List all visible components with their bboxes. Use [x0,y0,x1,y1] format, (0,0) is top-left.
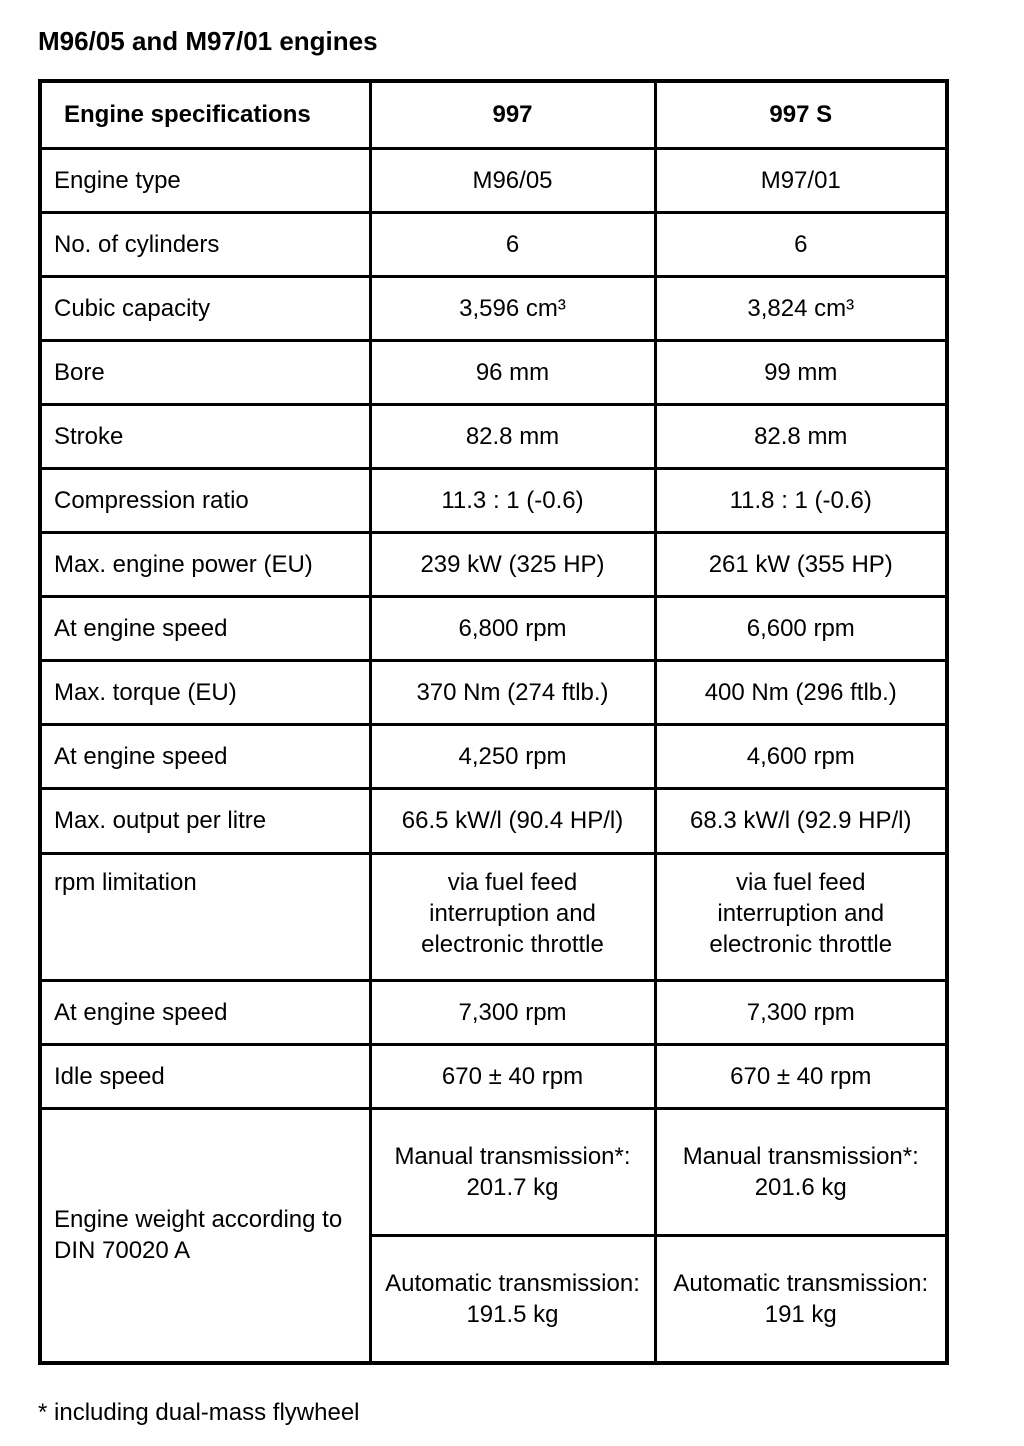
value-997: 96 mm [370,340,655,404]
value-text: Manual transmission*: 201.7 kg [394,1143,631,1202]
value-997-s: 670 ± 40 rpm [655,1044,947,1108]
table-row [40,340,947,404]
row-label: Idle speed [40,1044,370,1108]
table-row [40,212,947,276]
row-label: Max. torque (EU) [40,661,370,725]
value-997-s: 400 Nm (296 ftlb.) [655,661,947,725]
row-label: Engine type [40,148,370,212]
row-label: Max. output per litre [40,789,370,853]
value-997: 239 kW (325 HP) [370,533,655,597]
table-row [40,789,947,853]
value-997-s-automatic [655,1236,947,1363]
row-label: Cubic capacity [40,276,370,340]
value-997-s: 4,600 rpm [655,725,947,789]
value-997-s: 6,600 rpm [655,597,947,661]
value-997-automatic [370,1236,655,1363]
header-engine-specifications: Engine specifications [40,81,370,148]
value-997: 7,300 rpm [370,980,655,1044]
value-997: 6,800 rpm [370,597,655,661]
value-997-s: 7,300 rpm [655,980,947,1044]
value-text: Automatic transmission: 191 kg [673,1270,929,1329]
value-997-s: 82.8 mm [655,404,947,468]
table-row [40,404,947,468]
table-row [40,533,947,597]
value-997: 11.3 : 1 (-0.6) [370,468,655,532]
table-row [40,276,947,340]
table-row [40,1108,947,1235]
value-text: via fuel feed interruption and electronic throttle [421,868,604,958]
table-row [40,853,947,980]
value-997-s: M97/01 [655,148,947,212]
value-text: via fuel feed interruption and electronic throttle [709,868,893,958]
row-label: Max. engine power (EU) [40,533,370,597]
row-label: Compression ratio [40,468,370,532]
table-row [40,468,947,532]
value-997: 4,250 rpm [370,725,655,789]
table-row [40,725,947,789]
table-row [40,1044,947,1108]
value-text: Manual transmission*: 201.6 kg [682,1143,919,1202]
engine-spec-table [38,79,949,1365]
value-997-s: 3,824 cm³ [655,276,947,340]
footnote: * including dual-mass flywheel [38,1399,360,1426]
value-997-s: 6 [655,212,947,276]
row-label: No. of cylinders [40,212,370,276]
value-997-s [655,853,947,980]
value-997-manual [370,1108,655,1235]
value-997-s: 11.8 : 1 (-0.6) [655,468,947,532]
value-997-s: 261 kW (355 HP) [655,533,947,597]
value-text: Automatic transmission: 191.5 kg [385,1270,640,1329]
value-997: 82.8 mm [370,404,655,468]
table-row [40,597,947,661]
table-header-row [40,81,947,148]
value-997: 670 ± 40 rpm [370,1044,655,1108]
header-997: 997 [370,81,655,148]
value-997-s: 68.3 kW/l (92.9 HP/l) [655,789,947,853]
value-997: 370 Nm (274 ftlb.) [370,661,655,725]
row-label: At engine speed [40,980,370,1044]
row-label: rpm limitation [40,853,370,980]
header-997-s: 997 S [655,81,947,148]
table-row [40,661,947,725]
value-997 [370,853,655,980]
value-997-s-manual [655,1108,947,1235]
value-997-s: 99 mm [655,340,947,404]
row-label: At engine speed [40,725,370,789]
table-row [40,148,947,212]
row-label: Bore [40,340,370,404]
row-label: Engine weight according to DIN 70020 A [40,1108,370,1363]
page-title: M96/05 and M97/01 engines [38,26,378,56]
value-997: 6 [370,212,655,276]
value-997: M96/05 [370,148,655,212]
value-997: 3,596 cm³ [370,276,655,340]
table-row [40,980,947,1044]
value-997: 66.5 kW/l (90.4 HP/l) [370,789,655,853]
row-label: At engine speed [40,597,370,661]
row-label: Stroke [40,404,370,468]
